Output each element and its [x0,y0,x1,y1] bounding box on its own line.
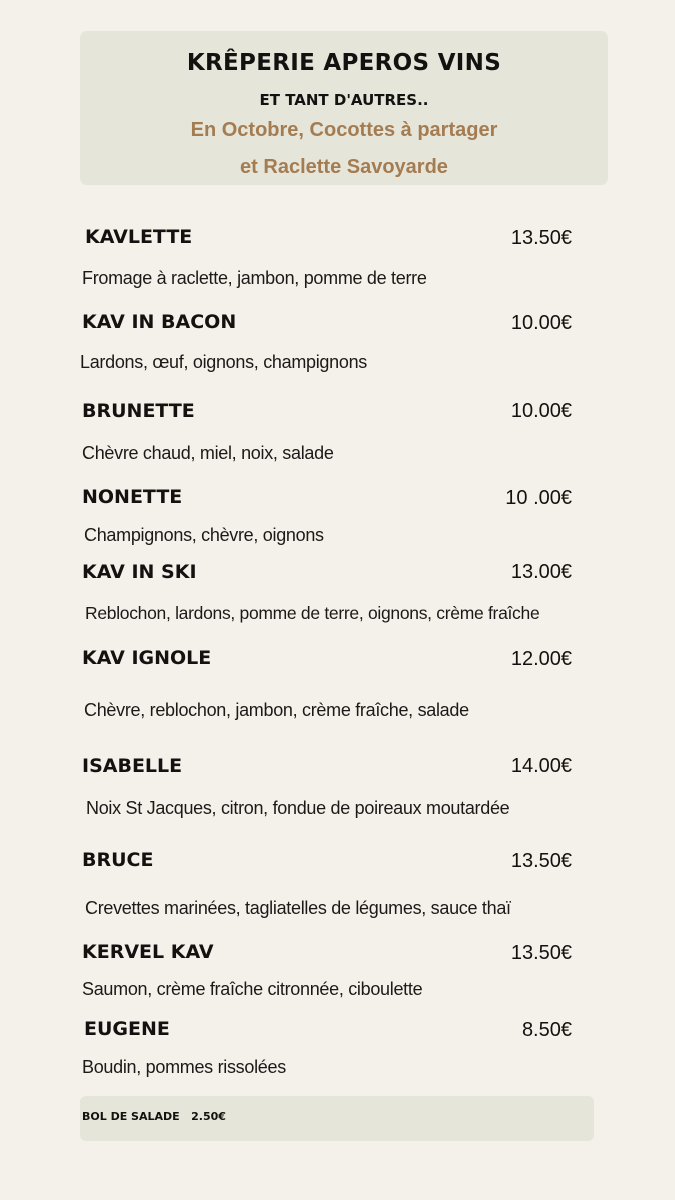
menu-item-description: Lardons, œuf, oignons, champignons [80,352,367,372]
menu-item-price: 12.00€ [510,648,572,670]
restaurant-subtitle: ET TANT D'AUTRES.. [259,91,429,109]
menu-item-name: KAV IGNOLE [82,647,212,669]
menu-item-name: KAVLETTE [85,226,193,248]
menu-item-name: BRUNETTE [82,400,195,422]
menu-item-name: ISABELLE [82,755,183,777]
menu-item-name: KAV IN BACON [82,311,237,333]
menu-item-description: Noix St Jacques, citron, fondue de poireaux moutardée [86,798,510,818]
menu-item-price: 13.00€ [510,561,572,583]
menu-item-description: Saumon, crème fraîche citronnée, ciboulette [82,979,423,999]
menu-item-name: EUGENE [84,1018,170,1040]
menu-item-price: 10 .00€ [505,487,572,509]
menu-item-description: Crevettes marinées, tagliatelles de légumes, sauce thaï [85,898,511,918]
side-salad-panel [80,1096,594,1141]
menu-item-name: KAV IN SKI [82,561,197,583]
menu-item-price: 10.00€ [510,400,572,422]
menu-item-name: KERVEL KAV [82,941,214,963]
special-announcement-line-2: et Raclette Savoyarde [240,156,448,178]
menu-item-description: Boudin, pommes rissolées [82,1057,286,1077]
menu-item-price: 13.50€ [510,227,572,249]
side-salad-label: BOL DE SALADE 2.50€ [82,1110,226,1123]
special-announcement-line-1: En Octobre, Cocottes à partager [190,119,498,141]
menu-item-description: Chèvre, reblochon, jambon, crème fraîche, salade [84,700,469,720]
menu-item-description: Reblochon, lardons, pomme de terre, oignons, crème fraîche [85,603,540,623]
menu-item-description: Chèvre chaud, miel, noix, salade [82,443,334,463]
menu-item-price: 10.00€ [510,312,572,334]
menu-item-price: 13.50€ [510,942,572,964]
menu-item-name: NONETTE [82,486,183,508]
menu-item-description: Fromage à raclette, jambon, pomme de terre [82,268,427,288]
menu-item-description: Champignons, chèvre, oignons [84,525,324,545]
menu-item-price: 13.50€ [510,850,572,872]
menu-header [80,31,608,185]
menu-item-price: 14.00€ [510,755,572,777]
restaurant-title: KRÊPERIE APEROS VINS [186,50,502,76]
menu-item-name: BRUCE [82,849,154,871]
menu-item-price: 8.50€ [521,1019,572,1041]
